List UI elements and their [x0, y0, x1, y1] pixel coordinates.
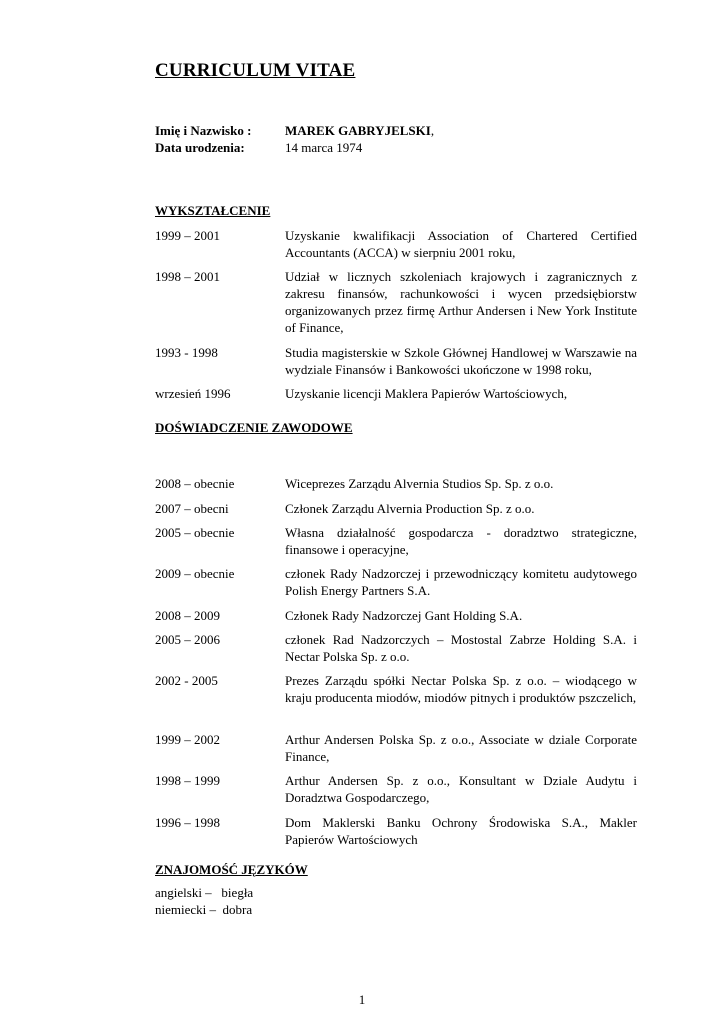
education-heading: WYKSZTAŁCENIE: [155, 203, 271, 218]
experience-entry: [155, 524, 637, 558]
document-title: CURRICULUM VITAE: [155, 60, 356, 81]
education-entry: [155, 268, 637, 336]
education-entry: [155, 385, 637, 402]
entry-text: Uzyskanie kwalifikacji Association of Chartered Certified Accountants (ACCA) w sierpniu 2001 roku,: [285, 228, 637, 260]
languages-heading: ZNAJOMOŚĆ JĘZYKÓW: [155, 862, 308, 877]
name-suffix: ,: [430, 123, 435, 138]
entry-date: 1999 – 2001: [155, 228, 220, 243]
entry-date: 1998 – 1999: [155, 773, 220, 788]
experience-entry: [155, 607, 637, 624]
experience-heading: DOŚWIADCZENIE ZAWODOWE: [155, 420, 353, 435]
experience-entry: [155, 475, 637, 492]
entry-date: 2005 – obecnie: [155, 525, 235, 540]
entry-text: Arthur Andersen Sp. z o.o., Konsultant w Dziale Audytu i Doradztwa Gospodarczego,: [285, 773, 637, 805]
experience-entry: [155, 672, 637, 706]
personal-info: [155, 122, 434, 156]
entry-text: Własna działalność gospodarcza - doradztwo strategiczne, finansowe i operacyjne,: [285, 525, 637, 557]
entry-text: Studia magisterskie w Szkole Głównej Handlowej w Warszawie na wydziale Finansów i Bankowości ukończone w 1998 roku,: [285, 345, 637, 377]
entry-text: Prezes Zarządu spółki Nectar Polska Sp. z o.o. – wiodącego w kraju producenta miodów, miodów pitnych i produktów pszczelich,: [285, 673, 637, 705]
birth-row: [155, 139, 434, 156]
entry-text: Arthur Andersen Polska Sp. z o.o., Associate w dziale Corporate Finance,: [285, 732, 637, 764]
birth-value: 14 marca 1974: [285, 140, 363, 155]
entry-text: Wiceprezes Zarządu Alvernia Studios Sp. Sp. z o.o.: [285, 476, 554, 491]
name-label: Imię i Nazwisko :: [155, 123, 252, 138]
entry-date: 2007 – obecni: [155, 501, 229, 516]
entry-text: Członek Zarządu Alvernia Production Sp. z o.o.: [285, 501, 535, 516]
entry-date: 2009 – obecnie: [155, 566, 235, 581]
name-row: [155, 122, 434, 139]
entry-date: 1999 – 2002: [155, 732, 220, 747]
experience-entry: [155, 731, 637, 765]
entry-date: 2008 – 2009: [155, 608, 220, 623]
entry-text: członek Rady Nadzorczej i przewodniczący komitetu audytowego Polish Energy Partners S.A.: [285, 566, 637, 598]
entry-text: Uzyskanie licencji Maklera Papierów Wartościowych,: [285, 386, 568, 401]
name-value: MAREK GABRYJELSKI: [285, 123, 431, 138]
entry-date: 2005 – 2006: [155, 632, 220, 647]
page-number: 1: [358, 992, 366, 1007]
experience-entry: [155, 814, 637, 848]
experience-entry: [155, 772, 637, 806]
entry-date: wrzesień 1996: [155, 386, 231, 401]
entry-date: 2008 – obecnie: [155, 476, 235, 491]
entry-text: Dom Maklerski Banku Ochrony Środowiska S.A., Makler Papierów Wartościowych: [285, 815, 637, 847]
entry-text: Członek Rady Nadzorczej Gant Holding S.A.: [285, 608, 523, 623]
languages-list: [155, 884, 253, 918]
entry-date: 1993 - 1998: [155, 345, 218, 360]
experience-entry: [155, 565, 637, 599]
entry-date: 1996 – 1998: [155, 815, 220, 830]
entry-date: 1998 – 2001: [155, 269, 220, 284]
birth-label: Data urodzenia:: [155, 140, 245, 155]
entry-date: 2002 - 2005: [155, 673, 218, 688]
language-item: angielski – biegła: [155, 885, 254, 900]
language-item: niemiecki – dobra: [155, 902, 253, 917]
entry-text: Udział w licznych szkoleniach krajowych i zagranicznych z zakresu finansów, rachunkowości i wycen przedsiębiorstw organizowanych przez firmę Arthur Andersen i New York Institute of Finance,: [285, 269, 637, 335]
experience-entry: [155, 631, 637, 665]
education-entry: [155, 344, 637, 378]
experience-entry: [155, 500, 637, 517]
entry-text: członek Rad Nadzorczych – Mostostal Zabrze Holding S.A. i Nectar Polska Sp. z o.o.: [285, 632, 637, 664]
education-entry: [155, 227, 637, 261]
